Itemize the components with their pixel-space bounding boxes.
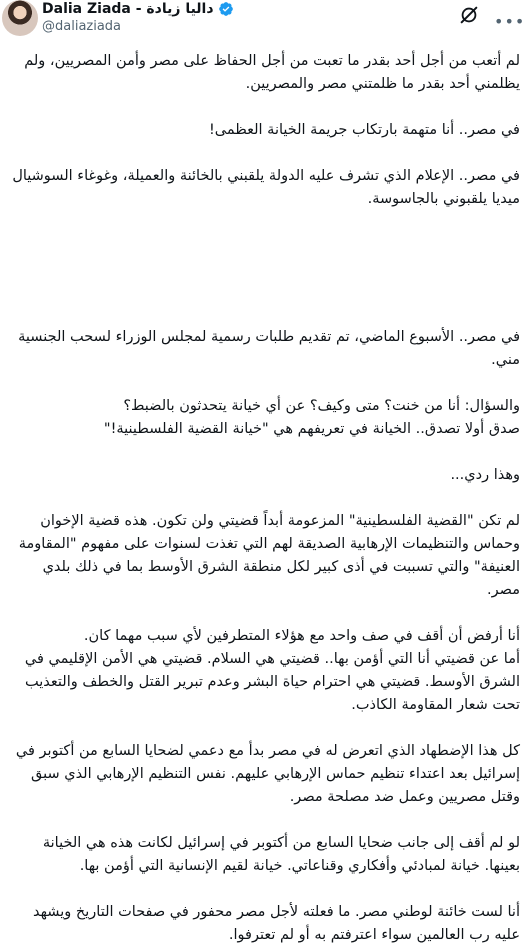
blank-line — [12, 211, 520, 234]
blank-line — [12, 441, 520, 464]
blank-line — [12, 234, 520, 257]
blank-line — [12, 372, 520, 395]
blank-line — [12, 809, 520, 832]
author-handle[interactable]: @daliaziada — [42, 19, 122, 34]
tweet-paragraph: وهذا ردي... — [450, 467, 520, 483]
tweet-header — [0, 0, 530, 50]
grok-icon[interactable] — [458, 4, 480, 26]
blank-line — [12, 717, 520, 740]
tweet-paragraph: في مصر.. أنا متهمة بارتكاب جريمة الخيانة العظمى! — [208, 122, 520, 138]
blank-line — [12, 142, 520, 165]
tweet-paragraph: كل هذا الإضطهاد الذي اتعرض له في مصر بدأ مع دعمي لضحايا السابع من أكتوبر في إسرائيل بعد اعتداء تنظيم حماس الإرهابي عليهم. نفس التنظيم الإرهابي الذي سبق وقتل مصريين وعمل ضد مصلحة مصر. — [11, 743, 520, 805]
blank-line — [12, 303, 520, 326]
tweet-paragraph: والسؤال: أنا من خنت؟ متى وكيف؟ عن أي خيانة يتحدثون بالضبط؟ — [123, 398, 520, 414]
tweet-paragraph: صدق أولا تصدق.. الخيانة في تعريفهم هي "خيانة القضية الفلسطينية!" — [103, 421, 520, 437]
tweet-paragraph: أنا أرفض أن أقف في صف واحد مع هؤلاء المتطرفين لأي سبب مهما كان. — [83, 628, 520, 644]
tweet-paragraph: في مصر.. الإعلام الذي تشرف عليه الدولة يلقبني بالخائنة والعميلة، وغوغاء السوشيال ميديا يلقبوني بالجاسوسة. — [7, 168, 520, 207]
tweet-paragraph: لو لم أقف إلى جانب ضحايا السابع من أكتوبر في إسرائيل لكانت هذه هي الخيانة بعينها. خيانة لمبادئي وأفكاري وقناعاتي. خيانة لقيم الإنسانية التي أؤمن بها. — [38, 835, 520, 874]
author-name-row[interactable] — [42, 0, 234, 18]
blank-line — [12, 878, 520, 901]
tweet-paragraph: أما عن قضيتي أنا التي أؤمن بها.. قضيتي هي السلام. قضيتي هي الأمن الإقليمي في الشرق الأوسط. قضيتي هي احترام حياة البشر وعدم تبرير القتل والخطف والتعذيب تحت شعار المقاومة الكاذب. — [20, 651, 520, 713]
blank-line — [12, 257, 520, 280]
tweet-paragraph: في مصر.. الأسبوع الماضي، تم تقديم طلبات رسمية لمجلس الوزراء لسحب الجنسية مني. — [13, 329, 520, 368]
tweet-paragraph: لم تكن "القضية الفلسطينية" المزعومة أبداً قضيتي ولن تكون. هذه قضية الإخوان وحماس والتنظيمات الإرهابية الصديقة لهم التي تغذت لسنوات على مفهوم "المقاومة العنيفة" والتي تسببت في أذى كبير لكل منطقة الشرق الأوسط بما في ذلك بلدي مصر. — [14, 513, 520, 598]
tweet-paragraph: لم أتعب من أجل أحد بقدر ما تعبت من أجل الحفاظ على مصر وأمن المصريين، ولم يظلمني أحد بقدر ما ظلمتني مصر والمصريين. — [19, 53, 520, 92]
blank-line — [12, 487, 520, 510]
verified-badge-icon — [218, 1, 234, 17]
tweet-text — [7, 50, 520, 947]
more-options-icon[interactable]: ••• — [494, 12, 526, 31]
blank-line — [12, 280, 520, 303]
blank-line — [12, 96, 520, 119]
avatar[interactable] — [2, 0, 38, 36]
tweet-paragraph: أنا لست خائنة لوطني مصر. ما فعلته لأجل مصر محفور في صفحات التاريخ ويشهد عليه رب العالمين سواء اعترفتم به أو لم تعترفوا. — [28, 904, 520, 943]
author-name[interactable]: Dalia Ziada - داليا زيادة — [42, 1, 214, 17]
blank-line — [12, 602, 520, 625]
